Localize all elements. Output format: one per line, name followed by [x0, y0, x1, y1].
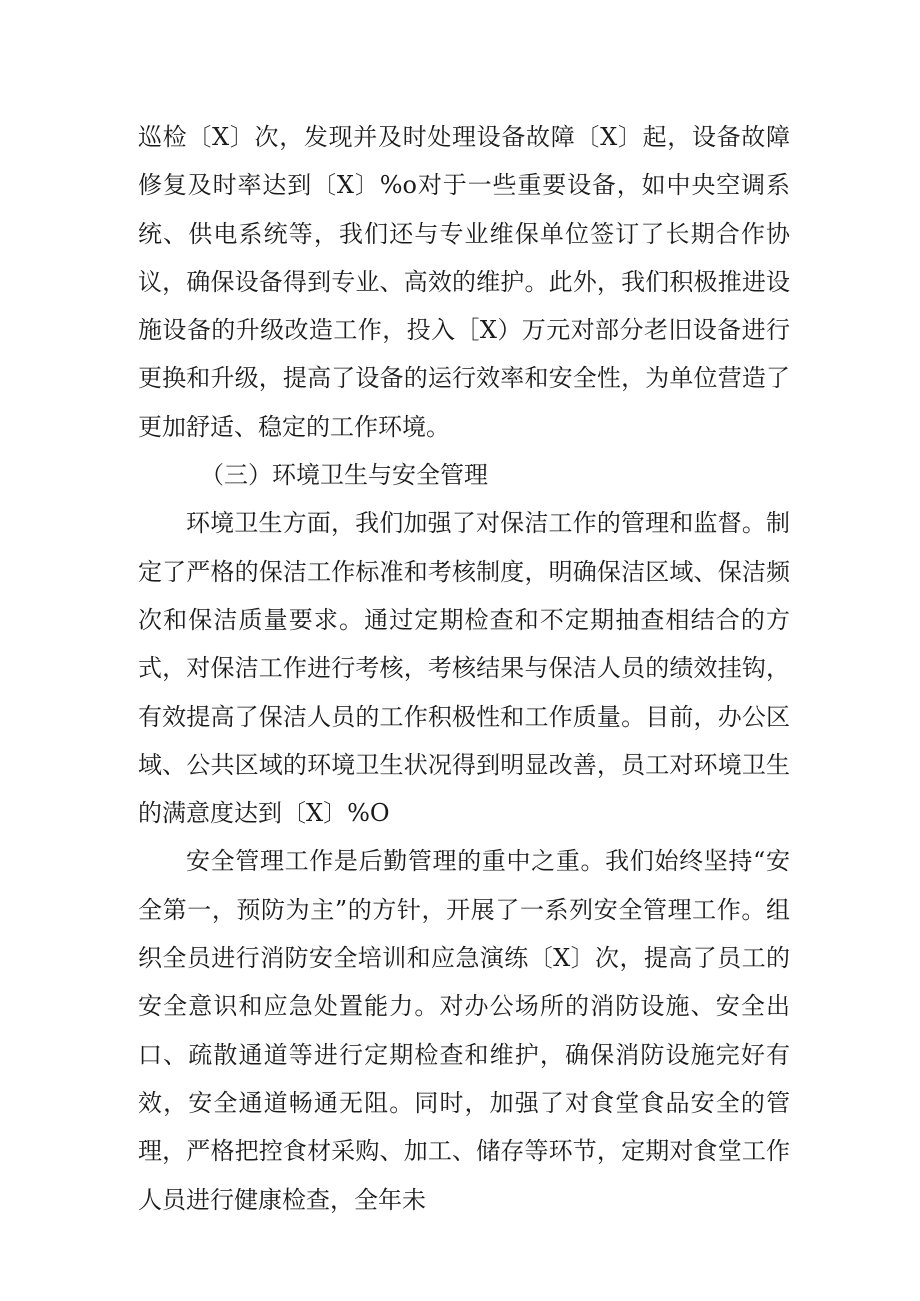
- section-heading: （三）环境卫生与安全管理: [200, 461, 488, 490]
- document-body: [138, 113, 790, 1224]
- paragraph-equipment-maintenance: 巡检〔X〕次，发现并及时处理设备故障〔X〕起，设备故障修复及时率达到〔X〕%o对于一些重要设备，如中央空调系统、供电系统等，我们还与专业维保单位签订了长期合作协议，确保设备得到专业、高效的维护。此外，我们积极推进设施设备的升级改造工作，投入［X）万元对部分老旧设备进行更换和升级，提高了设备的运行效率和安全性，为单位营造了更加舒适、稳定的工作环境。: [138, 123, 790, 441]
- paragraph-safety-management: 安全管理工作是后勤管理的重中之重。我们始终坚持“安全第一，预防为主”的方针，开展了一系列安全管理工作。组织全员进行消防安全培训和应急演练〔X〕次，提高了员工的安全意识和应急处置能力。对办公场所的消防设施、安全出口、疏散通道等进行定期检查和维护，确保消防设施完好有效，安全通道畅通无阻。同时，加强了对食堂食品安全的管理，严格把控食材采购、加工、储存等环节，定期对食堂工作人员进行健康检查，全年未: [138, 847, 790, 1214]
- paragraph-environmental-hygiene: 环境卫生方面，我们加强了对保洁工作的管理和监督。制定了严格的保洁工作标准和考核制度，明确保洁区域、保洁频次和保洁质量要求。通过定期检查和不定期抽查相结合的方式，对保洁工作进行考核，考核结果与保洁人员的绩效挂钩，有效提高了保洁人员的工作积极性和工作质量。目前，办公区域、公共区域的环境卫生状况得到明显改善，员工对环境卫生的满意度达到〔X〕%O: [138, 509, 790, 828]
